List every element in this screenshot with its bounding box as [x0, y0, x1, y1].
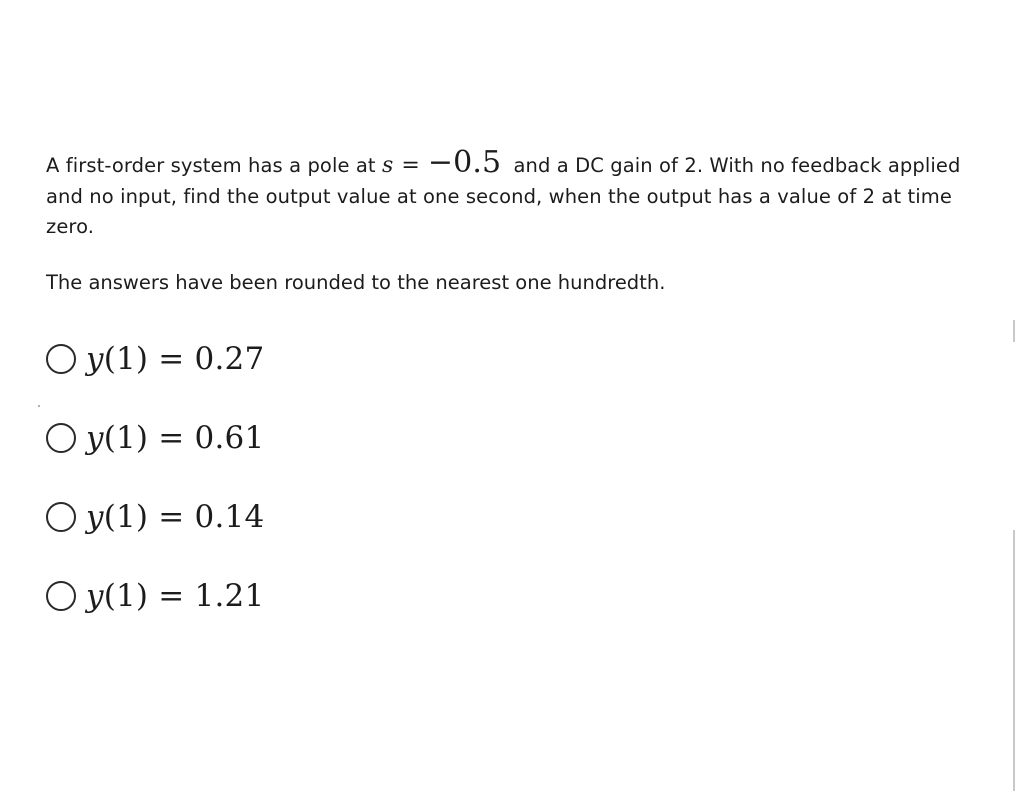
answer-value: 0.61: [194, 420, 265, 456]
answer-option-2[interactable]: [46, 415, 546, 461]
answer-label: [86, 578, 264, 614]
scan-edge-mark: [1013, 320, 1015, 342]
answer-function: y: [86, 578, 104, 614]
radio-button[interactable]: [46, 502, 76, 532]
question-part-2: and a DC gain of 2. With no feedback applied and no input, find the output value at one second, when the output has a value of 2 at time zero.: [46, 154, 961, 238]
question-part-1: A first-order system has a pole at: [46, 154, 382, 177]
answer-equals: =: [158, 420, 185, 456]
radio-button[interactable]: [46, 344, 76, 374]
answer-value: 0.14: [194, 499, 265, 535]
answer-equals: =: [158, 578, 185, 614]
answer-equals: =: [158, 499, 185, 535]
answer-function: y: [86, 499, 104, 535]
answer-argument: (1): [103, 420, 149, 456]
answer-option-4[interactable]: [46, 573, 546, 619]
answer-value: 1.21: [194, 578, 265, 614]
scan-speck: [38, 405, 40, 407]
answer-options: [46, 336, 546, 652]
answer-option-1[interactable]: [46, 336, 546, 382]
answer-option-3[interactable]: [46, 494, 546, 540]
pole-variable: s: [381, 153, 394, 178]
answer-function: y: [86, 420, 104, 456]
radio-button[interactable]: [46, 423, 76, 453]
answer-label: [86, 420, 264, 456]
answer-function: y: [86, 341, 104, 377]
pole-value: −0.5: [427, 145, 502, 180]
answer-argument: (1): [103, 341, 149, 377]
answer-equals: =: [158, 341, 185, 377]
rounding-note: The answers have been rounded to the nearest one hundredth.: [46, 271, 666, 294]
answer-argument: (1): [103, 499, 149, 535]
scan-edge-mark: [1013, 530, 1015, 791]
radio-button[interactable]: [46, 581, 76, 611]
answer-label: [86, 341, 264, 377]
answer-label: [86, 499, 264, 535]
question-text: [46, 145, 986, 243]
answer-argument: (1): [103, 578, 149, 614]
answer-value: 0.27: [194, 341, 265, 377]
equals-sign: =: [401, 153, 420, 178]
